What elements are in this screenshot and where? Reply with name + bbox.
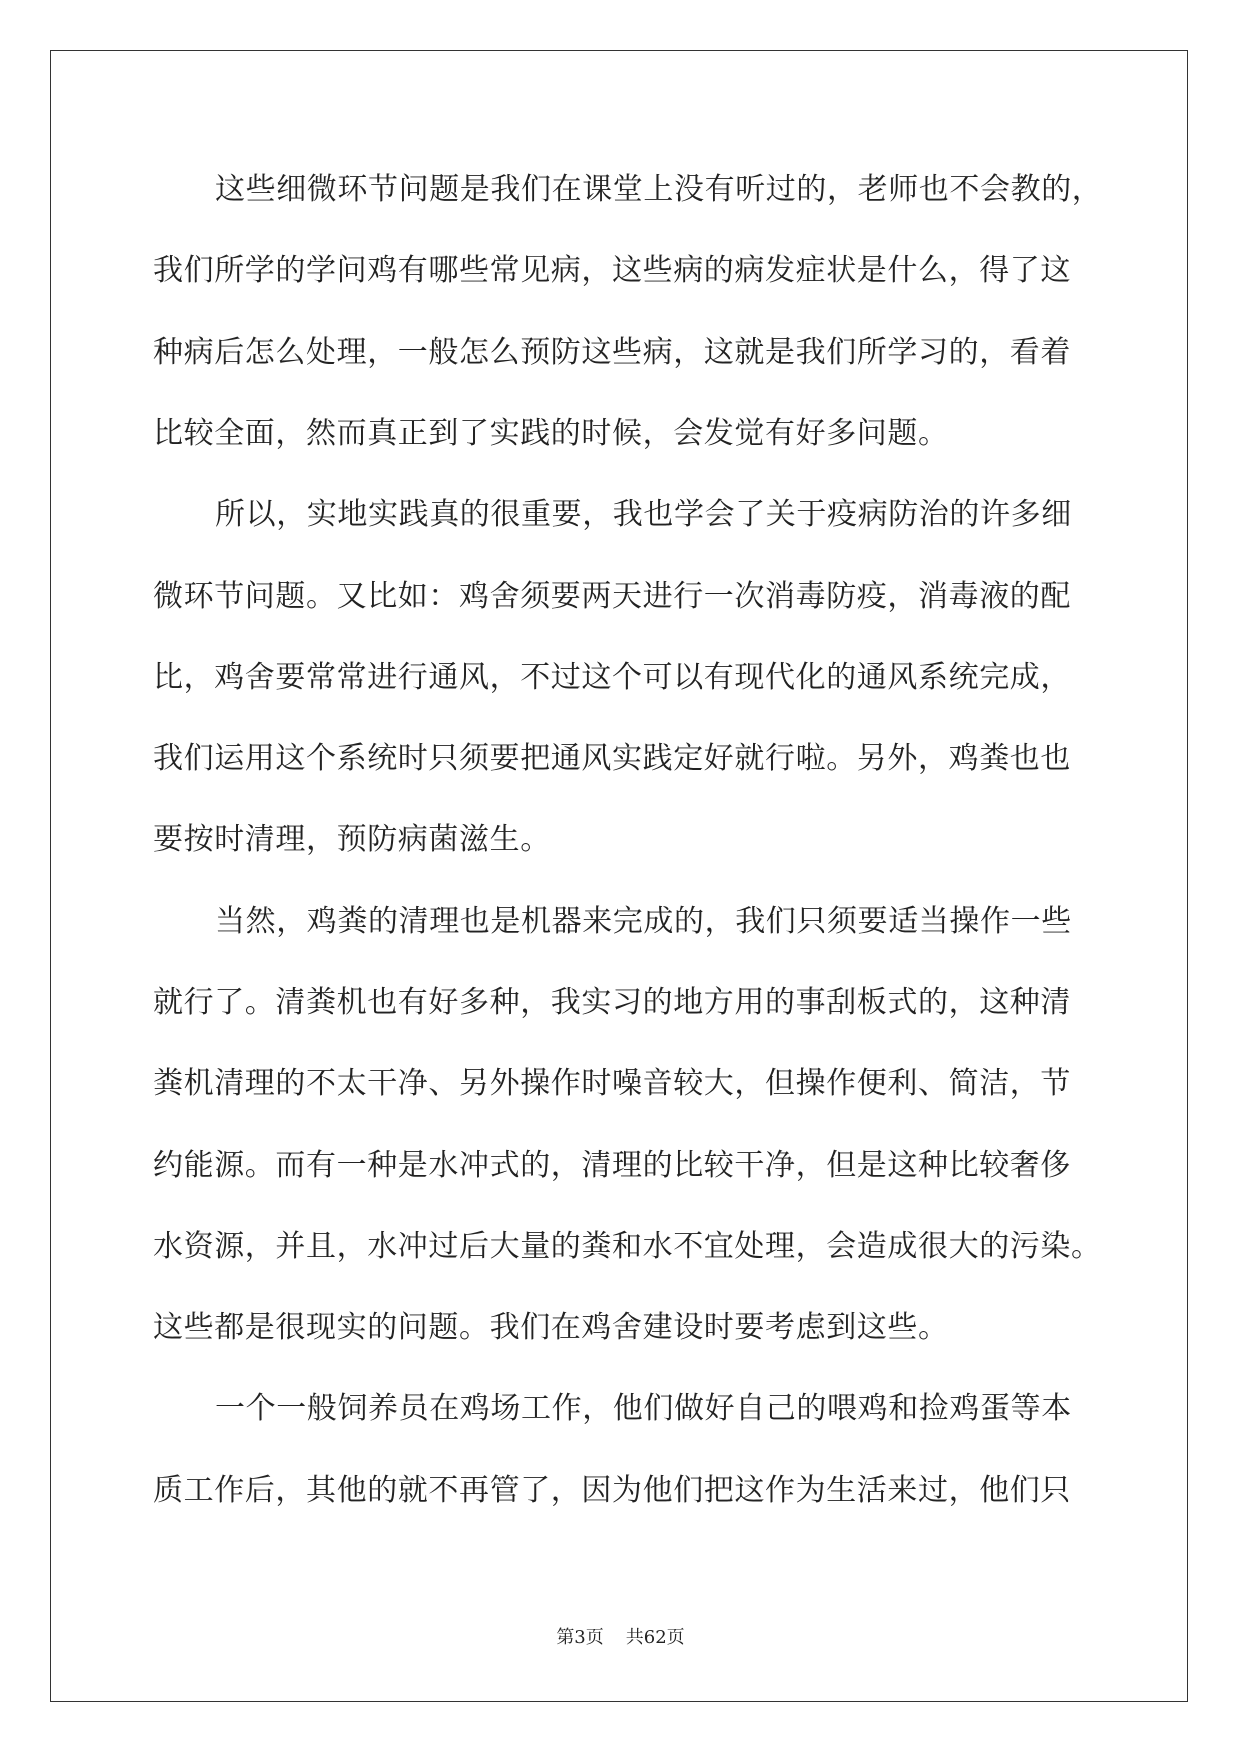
- page-border: [50, 50, 1188, 1702]
- text-line: 质工作后，其他的就不再管了，因为他们把这作为生活来过，他们只: [153, 1473, 1071, 1508]
- text-line: 种病后怎么处理，一般怎么预防这些病，这就是我们所学习的，看着: [153, 335, 1071, 370]
- text-line: 当然，鸡粪的清理也是机器来完成的，我们只须要适当操作一些: [215, 904, 1072, 939]
- text-line: 就行了。清粪机也有好多种，我实习的地方用的事刮板式的，这种清: [153, 985, 1071, 1020]
- current-page-number: 第3页: [556, 1627, 604, 1648]
- text-line: 比，鸡舍要常常进行通风，不过这个可以有现代化的通风系统完成，: [153, 660, 1071, 695]
- text-line: 这些都是很现实的问题。我们在鸡舍建设时要考虑到这些。: [153, 1310, 949, 1345]
- text-line: 我们所学的学问鸡有哪些常见病，这些病的病发症状是什么，得了这: [153, 253, 1071, 288]
- text-line: 所以，实地实践真的很重要，我也学会了关于疫病防治的许多细: [215, 497, 1072, 532]
- text-line: 粪机清理的不太干净、另外操作时噪音较大，但操作便利、简洁，节: [153, 1066, 1071, 1101]
- text-line: 微环节问题。又比如：鸡舍须要两天进行一次消毒防疫，消毒液的配: [153, 579, 1071, 614]
- text-line: 这些细微环节问题是我们在课堂上没有听过的，老师也不会教的，: [215, 172, 1103, 207]
- page-footer: [0, 1627, 1241, 1649]
- text-line: 约能源。而有一种是水冲式的，清理的比较干净，但是这种比较奢侈: [153, 1148, 1071, 1183]
- text-line: 一个一般饲养员在鸡场工作，他们做好自己的喂鸡和捡鸡蛋等本: [215, 1391, 1072, 1426]
- text-line: 要按时清理，预防病菌滋生。: [153, 822, 551, 857]
- text-line: 我们运用这个系统时只须要把通风实践定好就行啦。另外，鸡粪也也: [153, 741, 1071, 776]
- total-page-count: 共62页: [625, 1627, 685, 1648]
- text-line: 水资源，并且，水冲过后大量的粪和水不宜处理，会造成很大的污染。: [153, 1229, 1102, 1264]
- text-line: 比较全面，然而真正到了实践的时候，会发觉有好多问题。: [153, 416, 949, 451]
